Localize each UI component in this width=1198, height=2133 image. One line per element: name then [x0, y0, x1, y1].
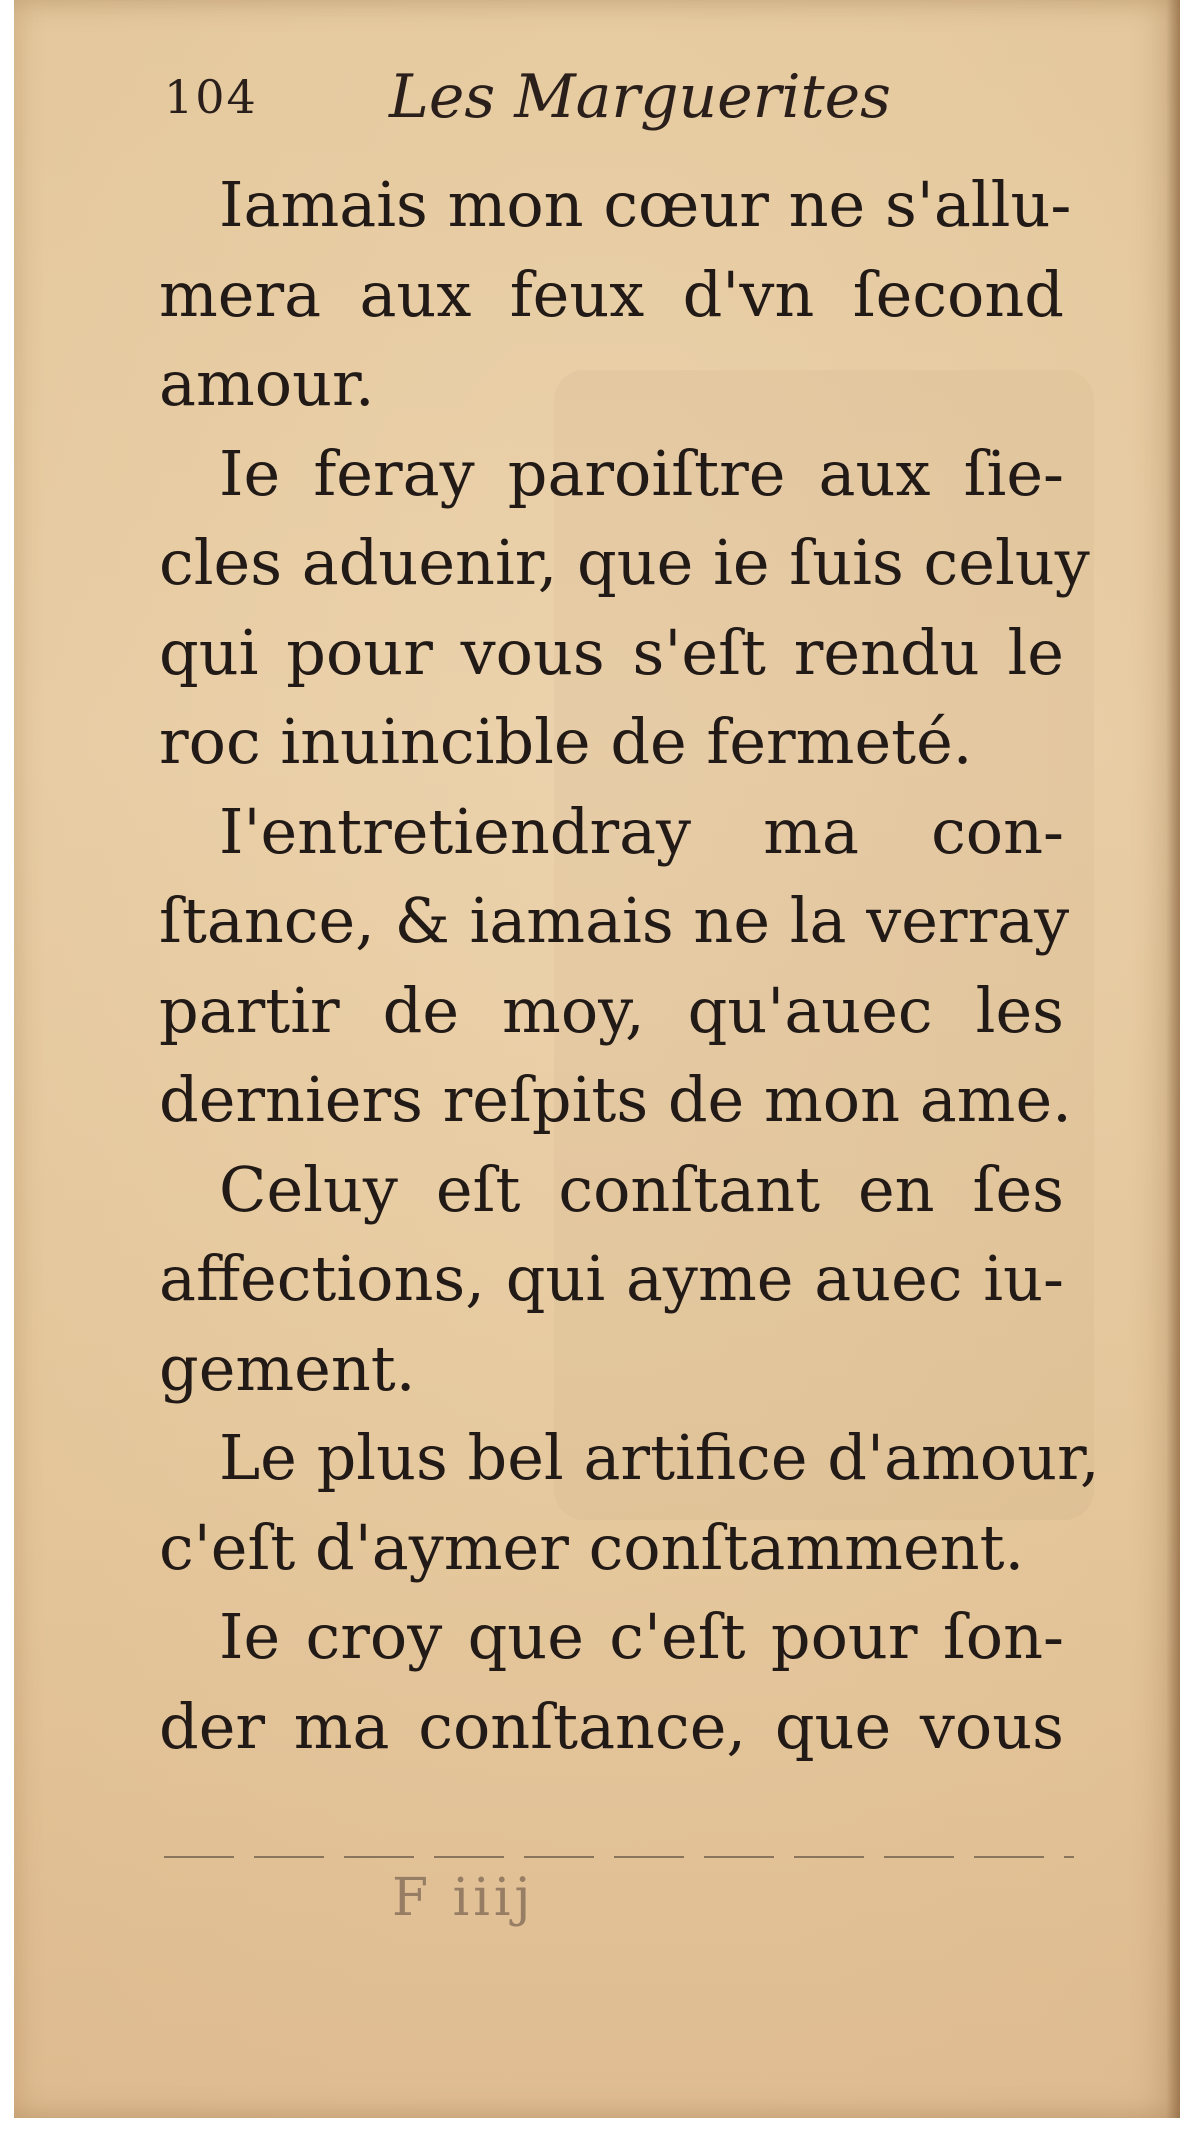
page-edge-shadow [1166, 0, 1180, 2118]
text-line: der ma conſtance, que vous [159, 1689, 1064, 1763]
text-line: gement. [159, 1331, 416, 1405]
text-line: Ie feray paroiſtre aux ſie- [219, 436, 1064, 510]
text-line: mera aux feux d'vn ſecond [159, 257, 1064, 331]
text-line: I'entretiendray ma con- [219, 794, 1064, 868]
text-line: Celuy eſt conſtant en ſes [219, 1152, 1064, 1226]
running-title: Les Marguerites [389, 62, 891, 132]
text-line: derniers reſpits de mon ame. [159, 1063, 1072, 1136]
text-line: cles aduenir, que ie ſuis celuy [159, 526, 1090, 599]
text-line: Iamais mon cœur ne s'allu- [219, 168, 1072, 241]
page-number: 104 [164, 70, 258, 124]
text-line: roc inuincible de fermeté. [159, 705, 973, 778]
text-line: Ie croy que c'eſt pour ſon- [219, 1600, 1064, 1673]
text-line: Le plus bel artifice d'amour, [219, 1421, 1100, 1494]
text-line: amour. [159, 347, 375, 420]
text-line: affections, qui ayme auec iu- [159, 1242, 1064, 1315]
text-line: ſtance, & iamais ne la verray [159, 884, 1070, 957]
bottom-rule [164, 1856, 1074, 1858]
text-line: c'eſt d'aymer conſtamment. [159, 1510, 1025, 1584]
signature-mark: F iiij [392, 1868, 535, 1928]
text-line: qui pour vous s'eſt rendu le [159, 615, 1064, 689]
body-text [159, 160, 1100, 1771]
book-page [14, 0, 1180, 2118]
text-line: partir de moy, qu'auec les [159, 973, 1064, 1047]
